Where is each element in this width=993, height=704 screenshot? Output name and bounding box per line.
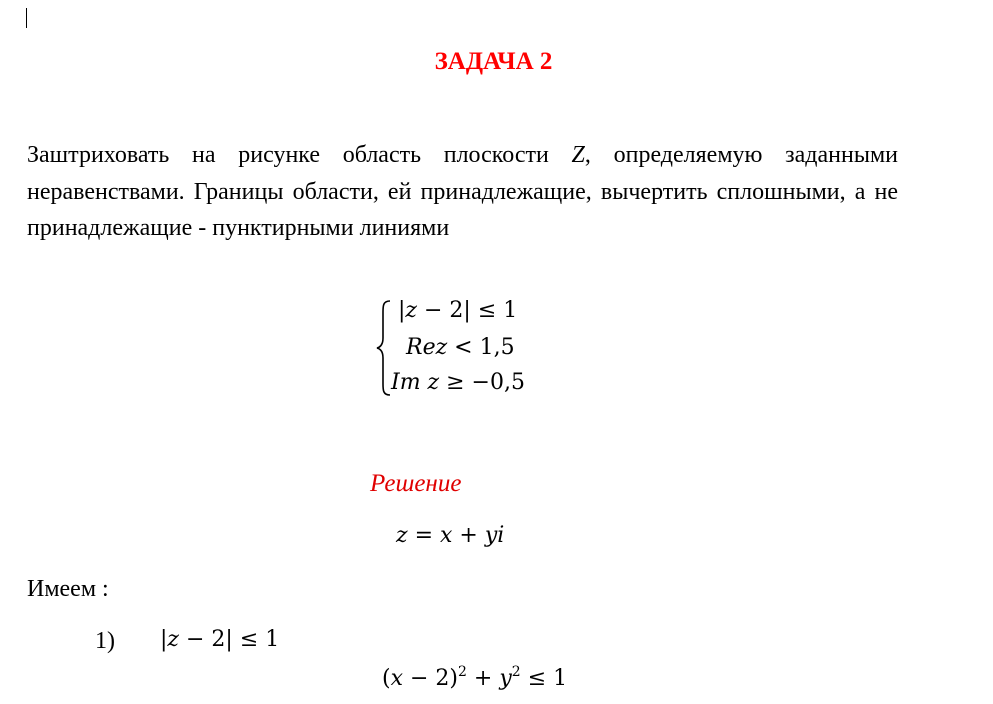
plane-variable: Z [571,142,585,168]
z-definition: z = x + yi [396,523,505,548]
inequality-imag-part: Im z ≥ −0,5 [391,370,525,395]
problem-statement: Заштриховать на рисунке область плоскости Z, определяемую заданными неравенствами. Границы области, ей принадлежащие, вычертить сплошными, а не принадлежащие - пунктирными линиями [27,142,898,241]
circle-inequality: $(x - 2)^2 + y^2 \le 1$ [382,664,568,691]
left-brace [376,298,392,398]
inequality-modulus: |z − 2| ≤ 1 [398,298,518,323]
item-number: 1) [95,628,115,654]
have-label: Имеем : [27,576,109,602]
inequality-real-part: Rez < 1,5 [406,335,515,360]
solution-heading: Решение [370,470,462,497]
text-cursor [26,8,27,28]
item-inequality: |z − 2| ≤ 1 [160,627,280,652]
task-title: ЗАДАЧА 2 [434,48,553,75]
